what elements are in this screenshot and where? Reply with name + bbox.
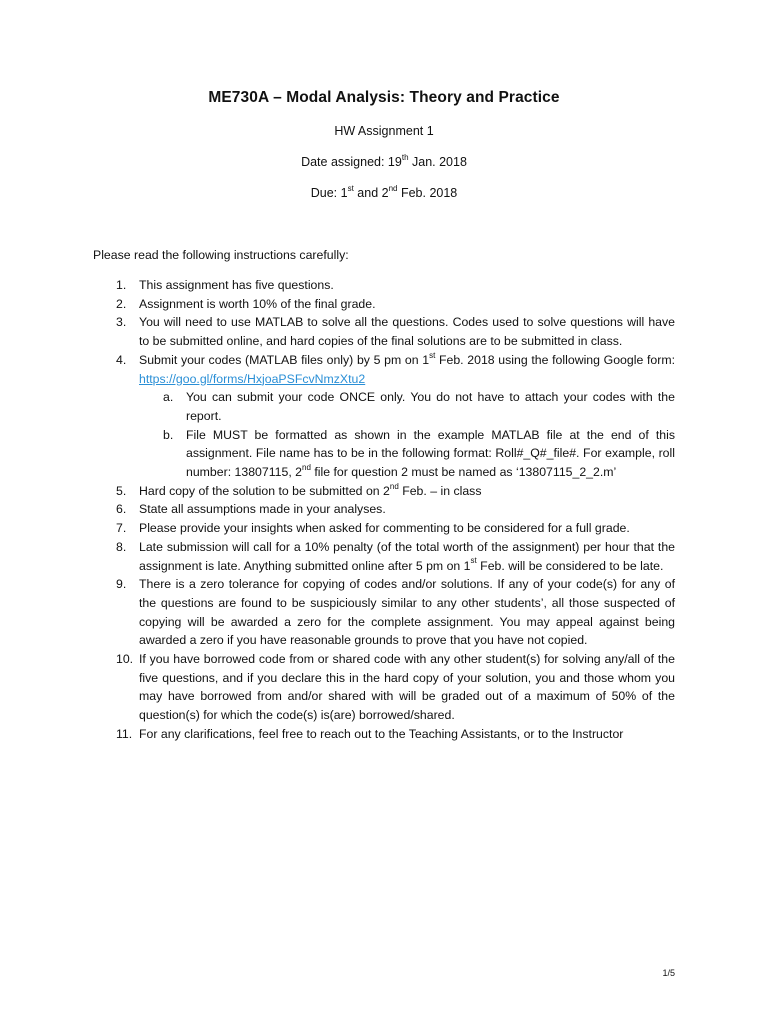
list-item: 1. This assignment has five questions. <box>116 278 334 292</box>
list-subitem: a. You can submit your code ONCE only. You do not have to attach your codes with the report. <box>163 390 675 423</box>
document-title: ME730A – Modal Analysis: Theory and Practice <box>208 89 560 106</box>
list-item: 3. You will need to use MATLAB to solve all the questions. Codes used to solve questions will have to be submitted online, and hard copies of the final solutions are to be submitted in class. <box>116 315 675 349</box>
instructions-list <box>93 276 675 744</box>
list-item: 2. Assignment is worth 10% of the final grade. <box>116 296 376 311</box>
list-subitem: b. File MUST be formatted as shown in the example MATLAB file at the end of this assignment. File name has to be in the following format: Roll#_Q#_file#. For example, roll number: 13807115, 2nd file for question 2 must be named as ‘13807115_2_2.m’ <box>163 427 675 480</box>
instructions-intro: Please read the following instructions carefully: <box>93 248 349 262</box>
google-form-link[interactable]: https://goo.gl/forms/HxjoaPSFcvNmzXtu2 <box>139 371 366 386</box>
list-item: 4. Submit your codes (MATLAB files only) by 5 pm on 1st Feb. 2018 using the following Google form: https://goo.gl/forms/HxjoaPSFcvNmzXtu2 <box>116 350 675 386</box>
list-item: 8. Late submission will call for a 10% penalty (of the total worth of the assignment) per hour that the assignment is late. Anything submitted online after 5 pm on 1st Feb. will be considered to be late. <box>116 539 675 573</box>
list-item: 5. Hard copy of the solution to be submitted on 2nd Feb. – in class <box>116 481 482 498</box>
list-item: 10. If you have borrowed code from or shared code with any other student(s) for solving any/all of the five questions, and if you declare this in the hard copy of your solution, you and those whom you may have borrowed from and/or shared with will be graded out of a maximum of 50% of the question(s) for which the code(s) is(are) borrowed/shared. <box>116 652 675 723</box>
page-number: 1/5 <box>662 968 675 978</box>
assignment-label: HW Assignment 1 <box>334 124 434 138</box>
list-item: 11. For any clarifications, feel free to reach out to the Teaching Assistants, or to the Instructor <box>116 726 624 741</box>
list-item: 9. There is a zero tolerance for copying of codes and/or solutions. If any of your code(s) for any of the questions are found to be suspiciously similar to any other students’, all those suspected of copying will be awarded a zero for the complete assignment. You may appeal against being awarded a zero if you have reasonable grounds to prove that you have not copied. <box>116 577 675 648</box>
date-assigned: Date assigned: 19th Jan. 2018 <box>301 152 467 169</box>
list-item: 7. Please provide your insights when asked for commenting to be considered for a full grade. <box>116 521 630 536</box>
list-item: 6. State all assumptions made in your analyses. <box>116 502 386 517</box>
due-date: Due: 1st and 2nd Feb. 2018 <box>310 183 458 200</box>
